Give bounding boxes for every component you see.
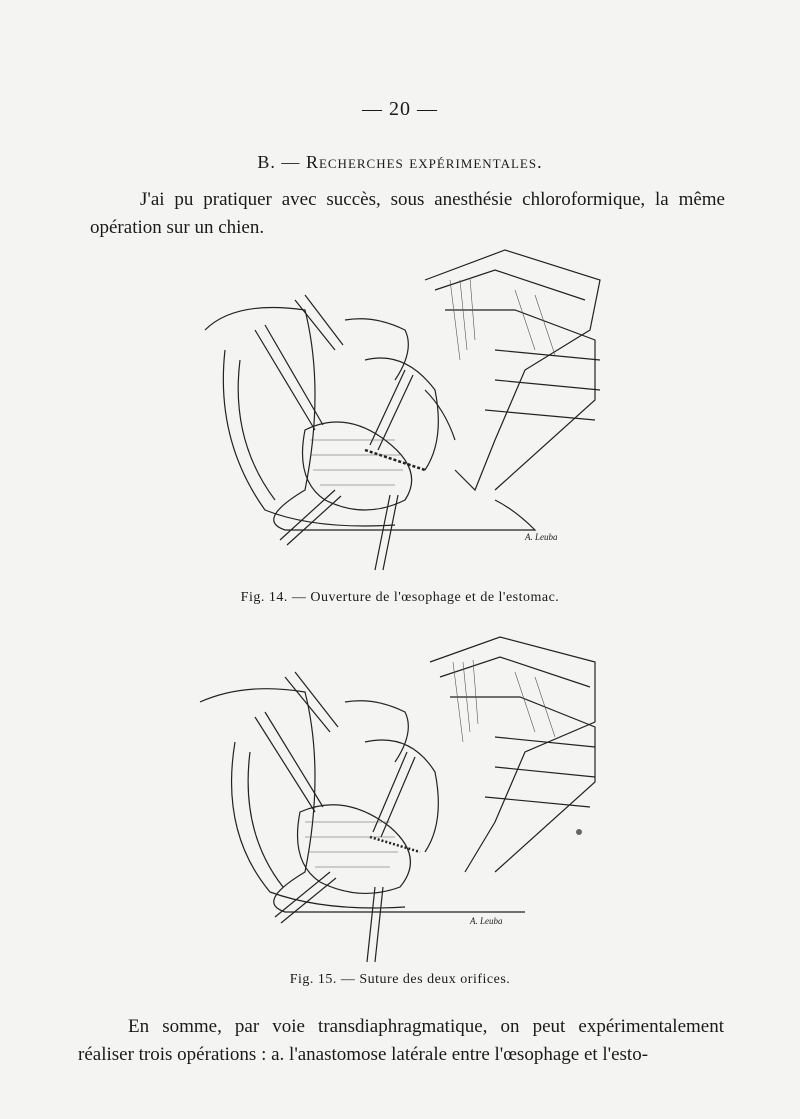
- surgical-illustration-15: [195, 632, 605, 967]
- surgical-illustration-14: [195, 240, 605, 580]
- figure-14-illustration: [195, 240, 605, 580]
- figure-15-caption: Fig. 15. — Suture des deux orifices.: [289, 972, 511, 987]
- page-number: — 20 —: [362, 98, 438, 120]
- ink-spot: [576, 829, 582, 835]
- figure-14-caption: Fig. 14. — Ouverture de l'œsophage et de l'estomac.: [240, 590, 560, 605]
- figure-15-illustration: [195, 632, 605, 967]
- conclusion-paragraph: En somme, par voie transdiaphragmatique, on peut expérimentalement réaliser trois opérations : a. l'anastomose latérale entre l'œsophage et l'esto-: [78, 1016, 724, 1065]
- intro-paragraph: J'ai pu pratiquer avec succès, sous anesthésie chloroformique, la même opération sur un chien.: [90, 189, 725, 238]
- section-title: Recherches expérimentales.: [305, 152, 543, 172]
- section-heading: [0, 152, 800, 173]
- illustrator-signature-15: A. Leuba: [470, 916, 503, 926]
- section-prefix: B. —: [257, 152, 301, 172]
- illustrator-signature-14: A. Leuba: [525, 532, 558, 542]
